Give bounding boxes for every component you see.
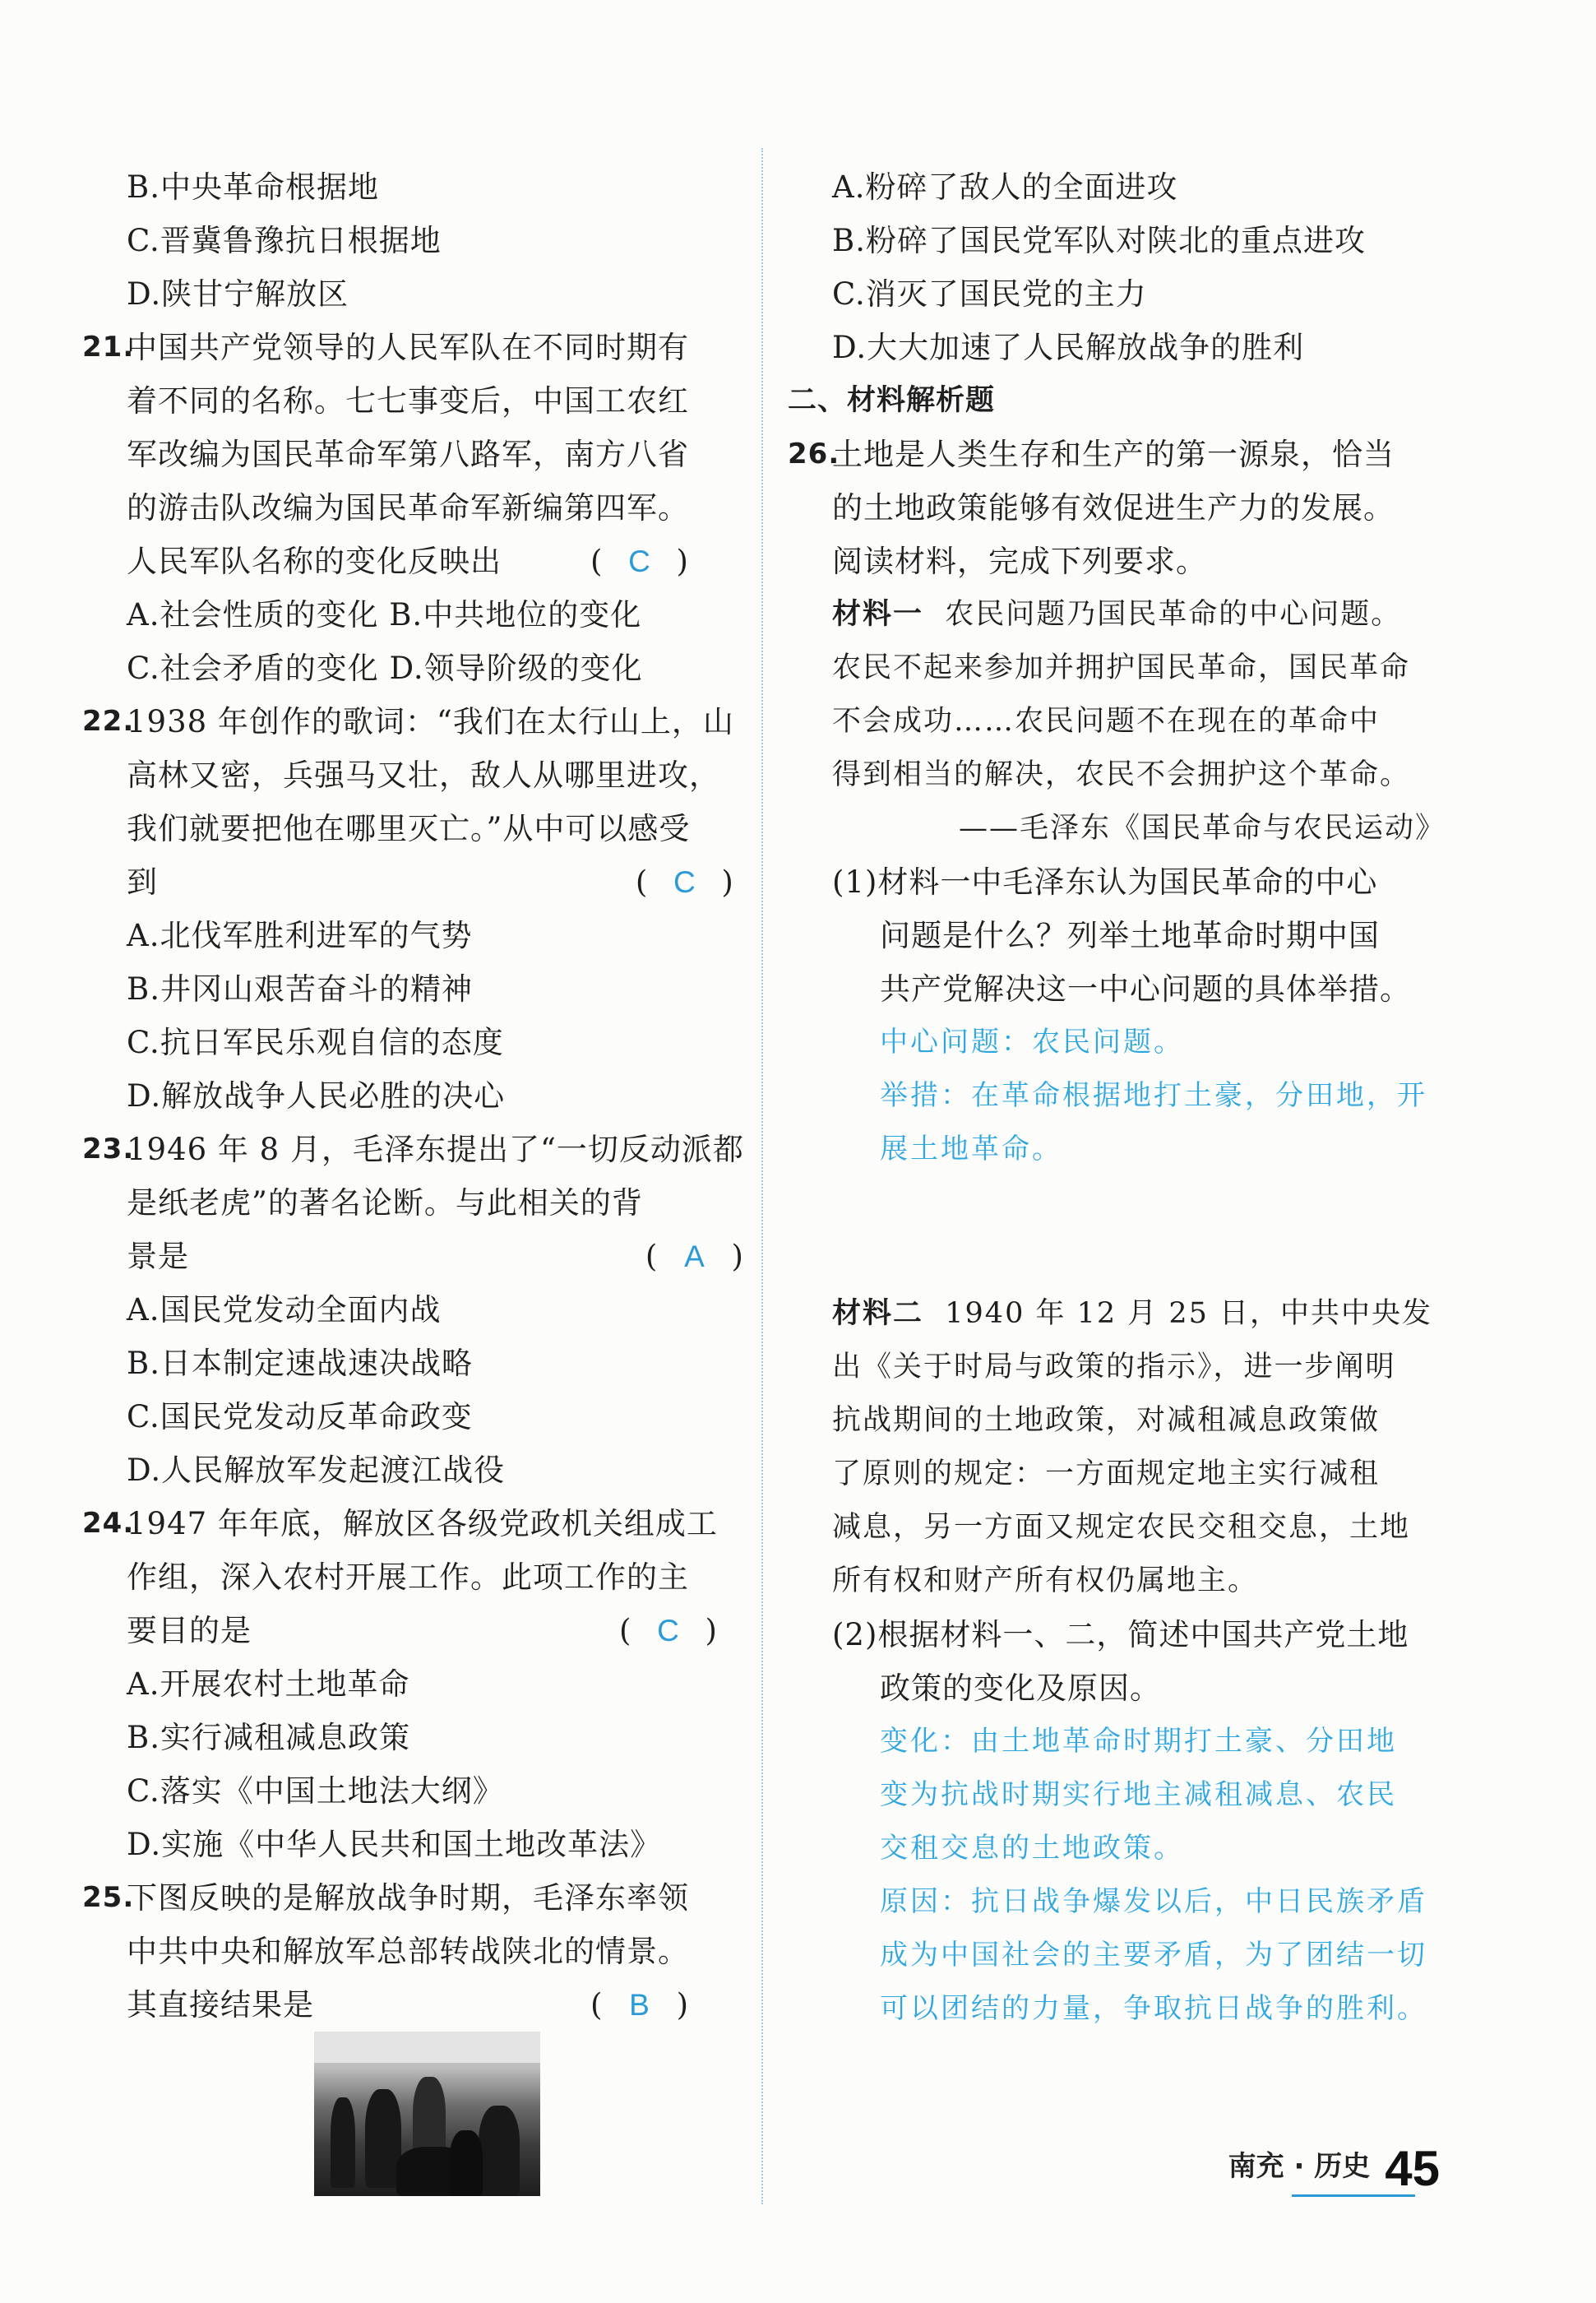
q25-option-c: C.消灭了国民党的主力	[832, 276, 1147, 312]
right-column	[788, 160, 1446, 2036]
question-21	[82, 321, 740, 588]
material-1-source: ——毛泽东《国民革命与农民运动》	[958, 812, 1446, 845]
answer-bracket: ( C )	[619, 1604, 718, 1657]
material-text: 了原则的规定：一方面规定地主实行减租	[832, 1457, 1381, 1490]
q21-options-ab: A.社会性质的变化 B.中共地位的变化	[127, 597, 642, 633]
question-stem-line: 中共中央和解放军总部转战陕北的情景。	[127, 1934, 689, 1969]
question-stem-last	[127, 1604, 718, 1657]
question-24	[82, 1497, 740, 1657]
q25-option-a: A.粉碎了敌人的全面进攻	[832, 169, 1178, 205]
historical-photo	[314, 2032, 540, 2196]
question-25	[82, 1871, 740, 2032]
q25-option-b: B.粉碎了国民党军队对陕北的重点进攻	[832, 223, 1366, 258]
q24-option-a: A.开展农村土地革命	[127, 1666, 410, 1702]
q21-options-cd: C.社会矛盾的变化 D.领导阶级的变化	[127, 651, 643, 686]
material-text: 抗战期间的土地政策，对减租减息政策做	[832, 1404, 1381, 1437]
answer-bracket: ( C )	[590, 535, 689, 588]
question-stem-line: 人民军队名称的变化反映出	[127, 544, 502, 579]
question-number: 21.	[82, 331, 135, 364]
handwritten-answer: 展土地革命。	[880, 1133, 1062, 1165]
answer-value: B	[629, 1988, 650, 2022]
question-number: 26.	[788, 438, 840, 470]
page-footer	[1228, 2143, 1440, 2194]
q22-option-a: A.北伐军胜利进军的气势	[127, 918, 473, 953]
question-stem-last	[127, 535, 689, 588]
answer-value: C	[673, 865, 696, 899]
question-stem-line: 作组，深入农村开展工作。此项工作的主	[127, 1559, 689, 1595]
material-text: 出《关于时局与政策的指示》，进一步阐明	[832, 1351, 1396, 1383]
answer-bracket: ( B )	[590, 1978, 689, 2032]
answer-bracket: ( A )	[645, 1230, 744, 1283]
question-stem-last	[127, 1230, 744, 1283]
material-text: 所有权和财产所有权仍属地主。	[832, 1564, 1259, 1597]
material-text: 减息，另一方面又规定农民交租交息，土地	[832, 1511, 1411, 1544]
q23-option-c: C.国民党发动反革命政变	[127, 1399, 473, 1434]
q20-option-b: B.中央革命根据地	[127, 169, 379, 205]
question-number: 25.	[82, 1881, 135, 1914]
material-text: 农民不起来参加并拥护国民革命，国民革命	[832, 651, 1411, 684]
handwritten-answer: 原因：抗日战争爆发以后，中日民族矛盾	[880, 1885, 1427, 1918]
sub-question-1: (1)材料一中毛泽东认为国民革命的中心	[832, 864, 1378, 900]
column-divider	[761, 148, 763, 2204]
sub-question-1-cont: 问题是什么？列举土地革命时期中国	[880, 918, 1380, 953]
question-stem-line: 下图反映的是解放战争时期，毛泽东率领	[127, 1880, 689, 1916]
handwritten-answer: 可以团结的力量，争取抗日战争的胜利。	[880, 1992, 1427, 2025]
question-stem-line: 到	[127, 864, 158, 900]
question-stem-line: 土地是人类生存和生产的第一源泉，恰当	[832, 437, 1395, 472]
footer-rule	[1292, 2194, 1415, 2197]
q23-option-a: A.国民党发动全面内战	[127, 1292, 442, 1328]
question-stem-line: 要目的是	[127, 1613, 252, 1648]
q23-option-d: D.人民解放军发起渡江战役	[127, 1453, 506, 1488]
material-text: 不会成功……农民问题不在现在的革命中	[832, 705, 1381, 738]
q24-option-d: D.实施《中华人民共和国土地改革法》	[127, 1827, 662, 1862]
material-1-first-line	[788, 588, 1446, 642]
material-2-label: 材料二	[832, 1297, 924, 1330]
question-26	[788, 428, 1446, 588]
question-23	[82, 1123, 744, 1283]
question-stem-line: 的土地政策能够有效促进生产力的发展。	[832, 490, 1395, 526]
material-text: 农民问题乃国民革命的中心问题。	[923, 598, 1402, 631]
q24-option-c: C.落实《中国土地法大纲》	[127, 1773, 504, 1809]
q25-option-d: D.大大加速了人民解放战争的胜利	[832, 330, 1305, 365]
material-text: 得到相当的解决，农民不会拥护这个革命。	[832, 758, 1411, 791]
material-1-label: 材料一	[832, 598, 924, 631]
question-stem-line: 的游击队改编为国民革命军新编第四军。	[127, 490, 689, 526]
material-2-first-line	[788, 1287, 1446, 1341]
q24-option-b: B.实行减租减息政策	[127, 1720, 410, 1755]
photo-figure	[479, 2106, 520, 2196]
question-number: 22.	[82, 705, 135, 738]
answer-blank-space	[788, 1176, 1446, 1287]
handwritten-answer: 中心问题：农民问题。	[880, 1026, 1184, 1059]
answer-value: A	[684, 1240, 705, 1273]
section-heading: 二、材料解析题	[788, 384, 996, 417]
sub-question-2: (2)根据材料一、二，简述中国共产党土地	[832, 1617, 1409, 1652]
handwritten-answer: 成为中国社会的主要矛盾，为了团结一切	[880, 1939, 1427, 1972]
handwritten-answer: 交租交息的土地政策。	[880, 1832, 1184, 1865]
left-column	[82, 160, 744, 2032]
question-stem-line: 阅读材料，完成下列要求。	[832, 544, 1207, 579]
question-stem-line: 着不同的名称。七七事变后，中国工农红	[127, 383, 689, 419]
answer-value: C	[657, 1614, 680, 1647]
material-text: 1940 年 12 月 25 日，中共中央发	[923, 1297, 1433, 1330]
question-stem-line: 1947 年年底，解放区各级党政机关组成工	[127, 1506, 718, 1541]
handwritten-answer: 举措：在革命根据地打土豪，分田地，开	[880, 1079, 1427, 1112]
sub-question-1-cont: 共产党解决这一中心问题的具体举措。	[880, 971, 1411, 1007]
photo-figure	[331, 2097, 355, 2188]
handwritten-answer: 变化：由土地革命时期打土豪、分田地	[880, 1725, 1397, 1758]
q20-option-c: C.晋冀鲁豫抗日根据地	[127, 223, 442, 258]
answer-value: C	[628, 544, 651, 578]
handwritten-answer: 变为抗战时期实行地主减租减息、农民	[880, 1778, 1397, 1811]
footer-label: 南充 · 历史	[1228, 2150, 1371, 2183]
question-number: 24.	[82, 1507, 135, 1540]
photo-sky	[314, 2032, 540, 2063]
question-stem-last	[127, 855, 734, 909]
question-stem-line: 是纸老虎”的著名论断。与此相关的背	[127, 1185, 643, 1221]
page-number: 45	[1385, 2141, 1440, 2196]
q22-option-c: C.抗日军民乐观自信的态度	[127, 1025, 504, 1060]
question-number: 23.	[82, 1133, 135, 1165]
q20-option-d: D.陕甘宁解放区	[127, 276, 349, 312]
q22-option-b: B.井冈山艰苦奋斗的精神	[127, 971, 473, 1007]
question-stem-line: 军改编为国民革命军第八路军，南方八省	[127, 437, 689, 472]
question-22	[82, 695, 740, 909]
question-stem-line: 其直接结果是	[127, 1987, 314, 2023]
question-stem-line: 高林又密，兵强马又壮，敌人从哪里进攻，	[127, 758, 720, 793]
photo-figure	[450, 2130, 483, 2196]
sub-question-2-cont: 政策的变化及原因。	[880, 1670, 1161, 1706]
question-stem-line: 中国共产党领导的人民军队在不同时期有	[127, 330, 689, 365]
q22-option-d: D.解放战争人民必胜的决心	[127, 1078, 506, 1114]
question-stem-line: 1946 年 8 月，毛泽东提出了“一切反动派都	[127, 1132, 744, 1167]
question-stem-last	[127, 1978, 689, 2032]
q23-option-b: B.日本制定速战速决战略	[127, 1346, 473, 1381]
answer-bracket: ( C )	[636, 855, 734, 909]
question-stem-line: 景是	[127, 1239, 189, 1274]
question-stem-line: 1938 年创作的歌词：“我们在太行山上，山	[127, 704, 734, 739]
question-stem-line: 我们就要把他在哪里灭亡。”从中可以感受	[127, 811, 691, 846]
